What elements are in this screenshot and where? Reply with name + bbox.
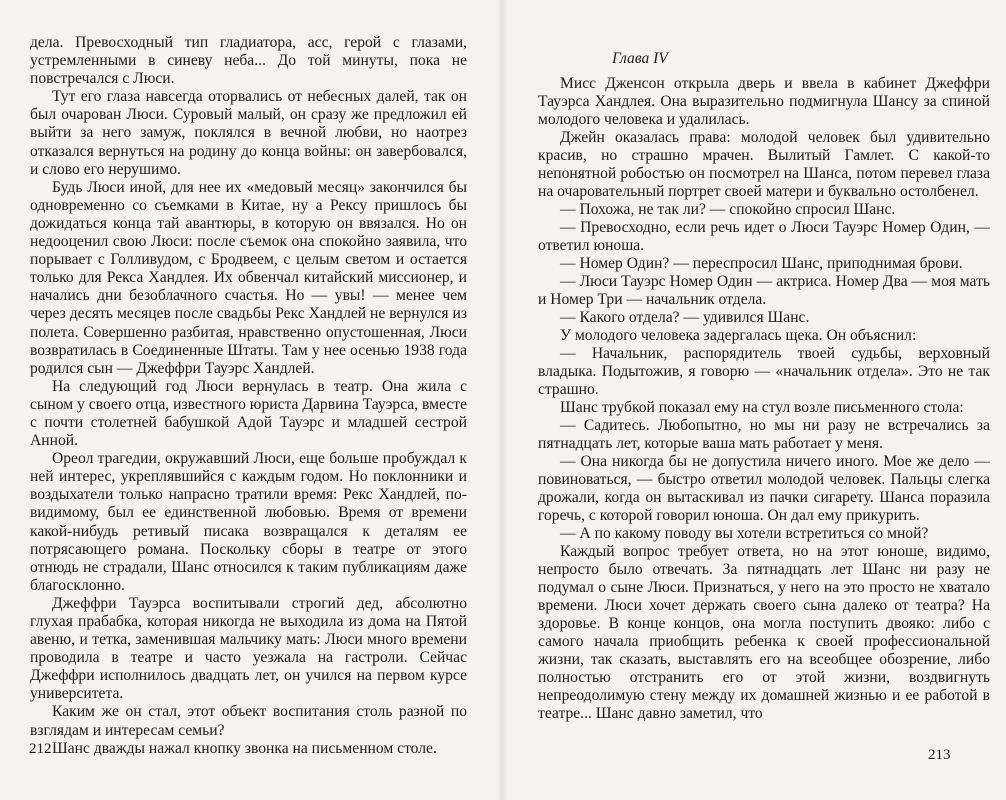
- paragraph: Каким же он стал, этот объект воспитания столь разной по взглядам и интересам семьи?: [30, 703, 467, 739]
- dialogue-line: — Какого отдела? — удивился Шанс.: [560, 309, 810, 326]
- paragraph: дела. Превосходный тип гладиатора, асс, герой с глазами, устремленными в синеву неба... До той минуты, пока не повстречался с Люси.: [30, 34, 467, 88]
- page-number: 213: [928, 747, 951, 763]
- paragraph: Каждый вопрос требует ответа, но на этот юноше, видимо, непросто было отвечать. За пятнадцать лет Шанс ни разу не подумал о сыне Люси. Признаться, у него на это просто не хватало времени. Люси хочет держать своего сына далеко от театра? На здоровье. В конце концов, она могла поступить двояко: либо с самого начала приобщить ребенка к своей профессиональной жизни, так сказать, выставлять его на всеобщее обозрение, либо полностью отстранить его от этой жизни, воздвигнуть непреодолимую стену между их домашней жизнью и ее работой в театре... Шанс давно заметил, что: [538, 543, 990, 722]
- chapter-title: Глава IV: [612, 50, 668, 67]
- dialogue-line: — Превосходно, если речь идет о Люси Тауэрс Номер Один, — ответил юноша.: [538, 219, 990, 254]
- right-page-text: [538, 75, 990, 723]
- paragraph: Ореол трагедии, окружавший Люси, еще больше пробуждал к ней интерес, укреплявшийся с каждым годом. Но поклонники и воздыхатели только напрасно тратили время: Рекс Хандлей, по-видимому, был ее единственной любовью. Время от времени какой-нибудь ретивый писака возвращался к деталям ее потрясающего романа. Поскольку сборы в театре от этого отнюдь не страдали, Шанс относился к таким публикациям даже благосклонно.: [30, 450, 467, 594]
- dialogue-line: — А по какому поводу вы хотели встретиться со мной?: [560, 525, 929, 542]
- page-number: 212: [29, 741, 52, 757]
- left-page-text: [30, 34, 467, 758]
- dialogue-line: — Она никогда бы не допустила ничего иного. Мое же дело — повиноваться, — быстро ответил молодой человек. Пальцы слегка дрожали, когда он вытаскивал из пачки сигарету. Шанса поразила горечь, с которой говорил юноша. Он дал ему прикурить.: [538, 453, 990, 524]
- paragraph: Мисс Дженсон открыла дверь и ввела в кабинет Джеффри Тауэрса Хандлея. Она выразительно подмигнула Шансу за спиной молодого человека и удалилась.: [538, 75, 990, 128]
- paragraph: Джеффри Тауэрса воспитывали строгий дед, абсолютно глухая прабабка, которая никогда не выходила из дома на Пятой авеню, и тетка, заменившая мальчику мать: Люси много времени проводила в театре и часто уезжала на гастроли. Сейчас Джеффри исполнилось двадцать лет, он учился на первом курсе университета.: [30, 594, 467, 703]
- dialogue-line: — Садитесь. Любопытно, но мы ни разу не встречались за пятнадцать лет, которые ваша мать работает у меня.: [538, 417, 990, 452]
- right-page: [506, 0, 1006, 800]
- dialogue-line: — Похожа, не так ли? — спокойно спросил Шанс.: [560, 201, 896, 218]
- paragraph: Будь Люси иной, для нее их «медовый месяц» закончился бы одновременно со съемками в Китае, ну а Рексу пришлось бы дожидаться конца тай авантюры, в которую он ввязался. Но он недооценил свою Люси: после съемок она спокойно заявила, что порывает с Голливудом, с Бродвеем, с целым светом и остается только для Рекса Хандлея. Их обвенчал китайский миссионер, и начались дни безоблачного счастья. Но — увы! — менее чем через десять месяцев после свадьбы Рекс Хандлей не вернулся из полета. Совершенно разбитая, нравственно опустошенная, Люси возвратилась в Соединенные Штаты. Там у нее осенью 1938 года родился сын — Джеффри Тауэрс Хандлей.: [30, 178, 467, 377]
- dialogue-line: — Люси Тауэрс Номер Один — актриса. Номер Два — моя мать и Номер Три — начальник отдела.: [538, 273, 990, 308]
- paragraph: На следующий год Люси вернулась в театр. Она жила с сыном у своего отца, известного юриста Дарвина Тауэрса, вместе с почти столетней бабушкой Адой Тауэрс и младшей сестрой Анной.: [30, 377, 467, 450]
- paragraph: Тут его глаза навсегда оторвались от небесных далей, так он был очарован Люси. Суровый малый, он сразу же предложил ей выйти за него замуж, поклялся в вечной любви, но наотрез отказался вернуться на родину до конца войны: он завербовался, и слово его нерушимо.: [30, 88, 467, 178]
- paragraph: Джейн оказалась права: молодой человек был удивительно красив, но страшно мрачен. Вылитый Гамлет. С какой-то непонятной робостью он посмотрел на Шанса, потом перевел глаза на очаровательный портрет своей матери и буквально остолбенел.: [538, 129, 990, 200]
- left-page: [0, 0, 498, 800]
- paragraph: Шанс трубкой показал ему на стул возле письменного стола:: [560, 399, 964, 416]
- dialogue-line: — Номер Один? — переспросил Шанс, приподнимая брови.: [560, 255, 963, 272]
- paragraph: У молодого человека задергалась щека. Он объяснил:: [560, 327, 917, 344]
- dialogue-line: — Начальник, распорядитель твоей судьбы, верховный владыка. Подытожив, я говорю — «начальник отдела». Это не так страшно.: [538, 345, 990, 398]
- paragraph: Шанс дважды нажал кнопку звонка на письменном столе.: [52, 739, 437, 757]
